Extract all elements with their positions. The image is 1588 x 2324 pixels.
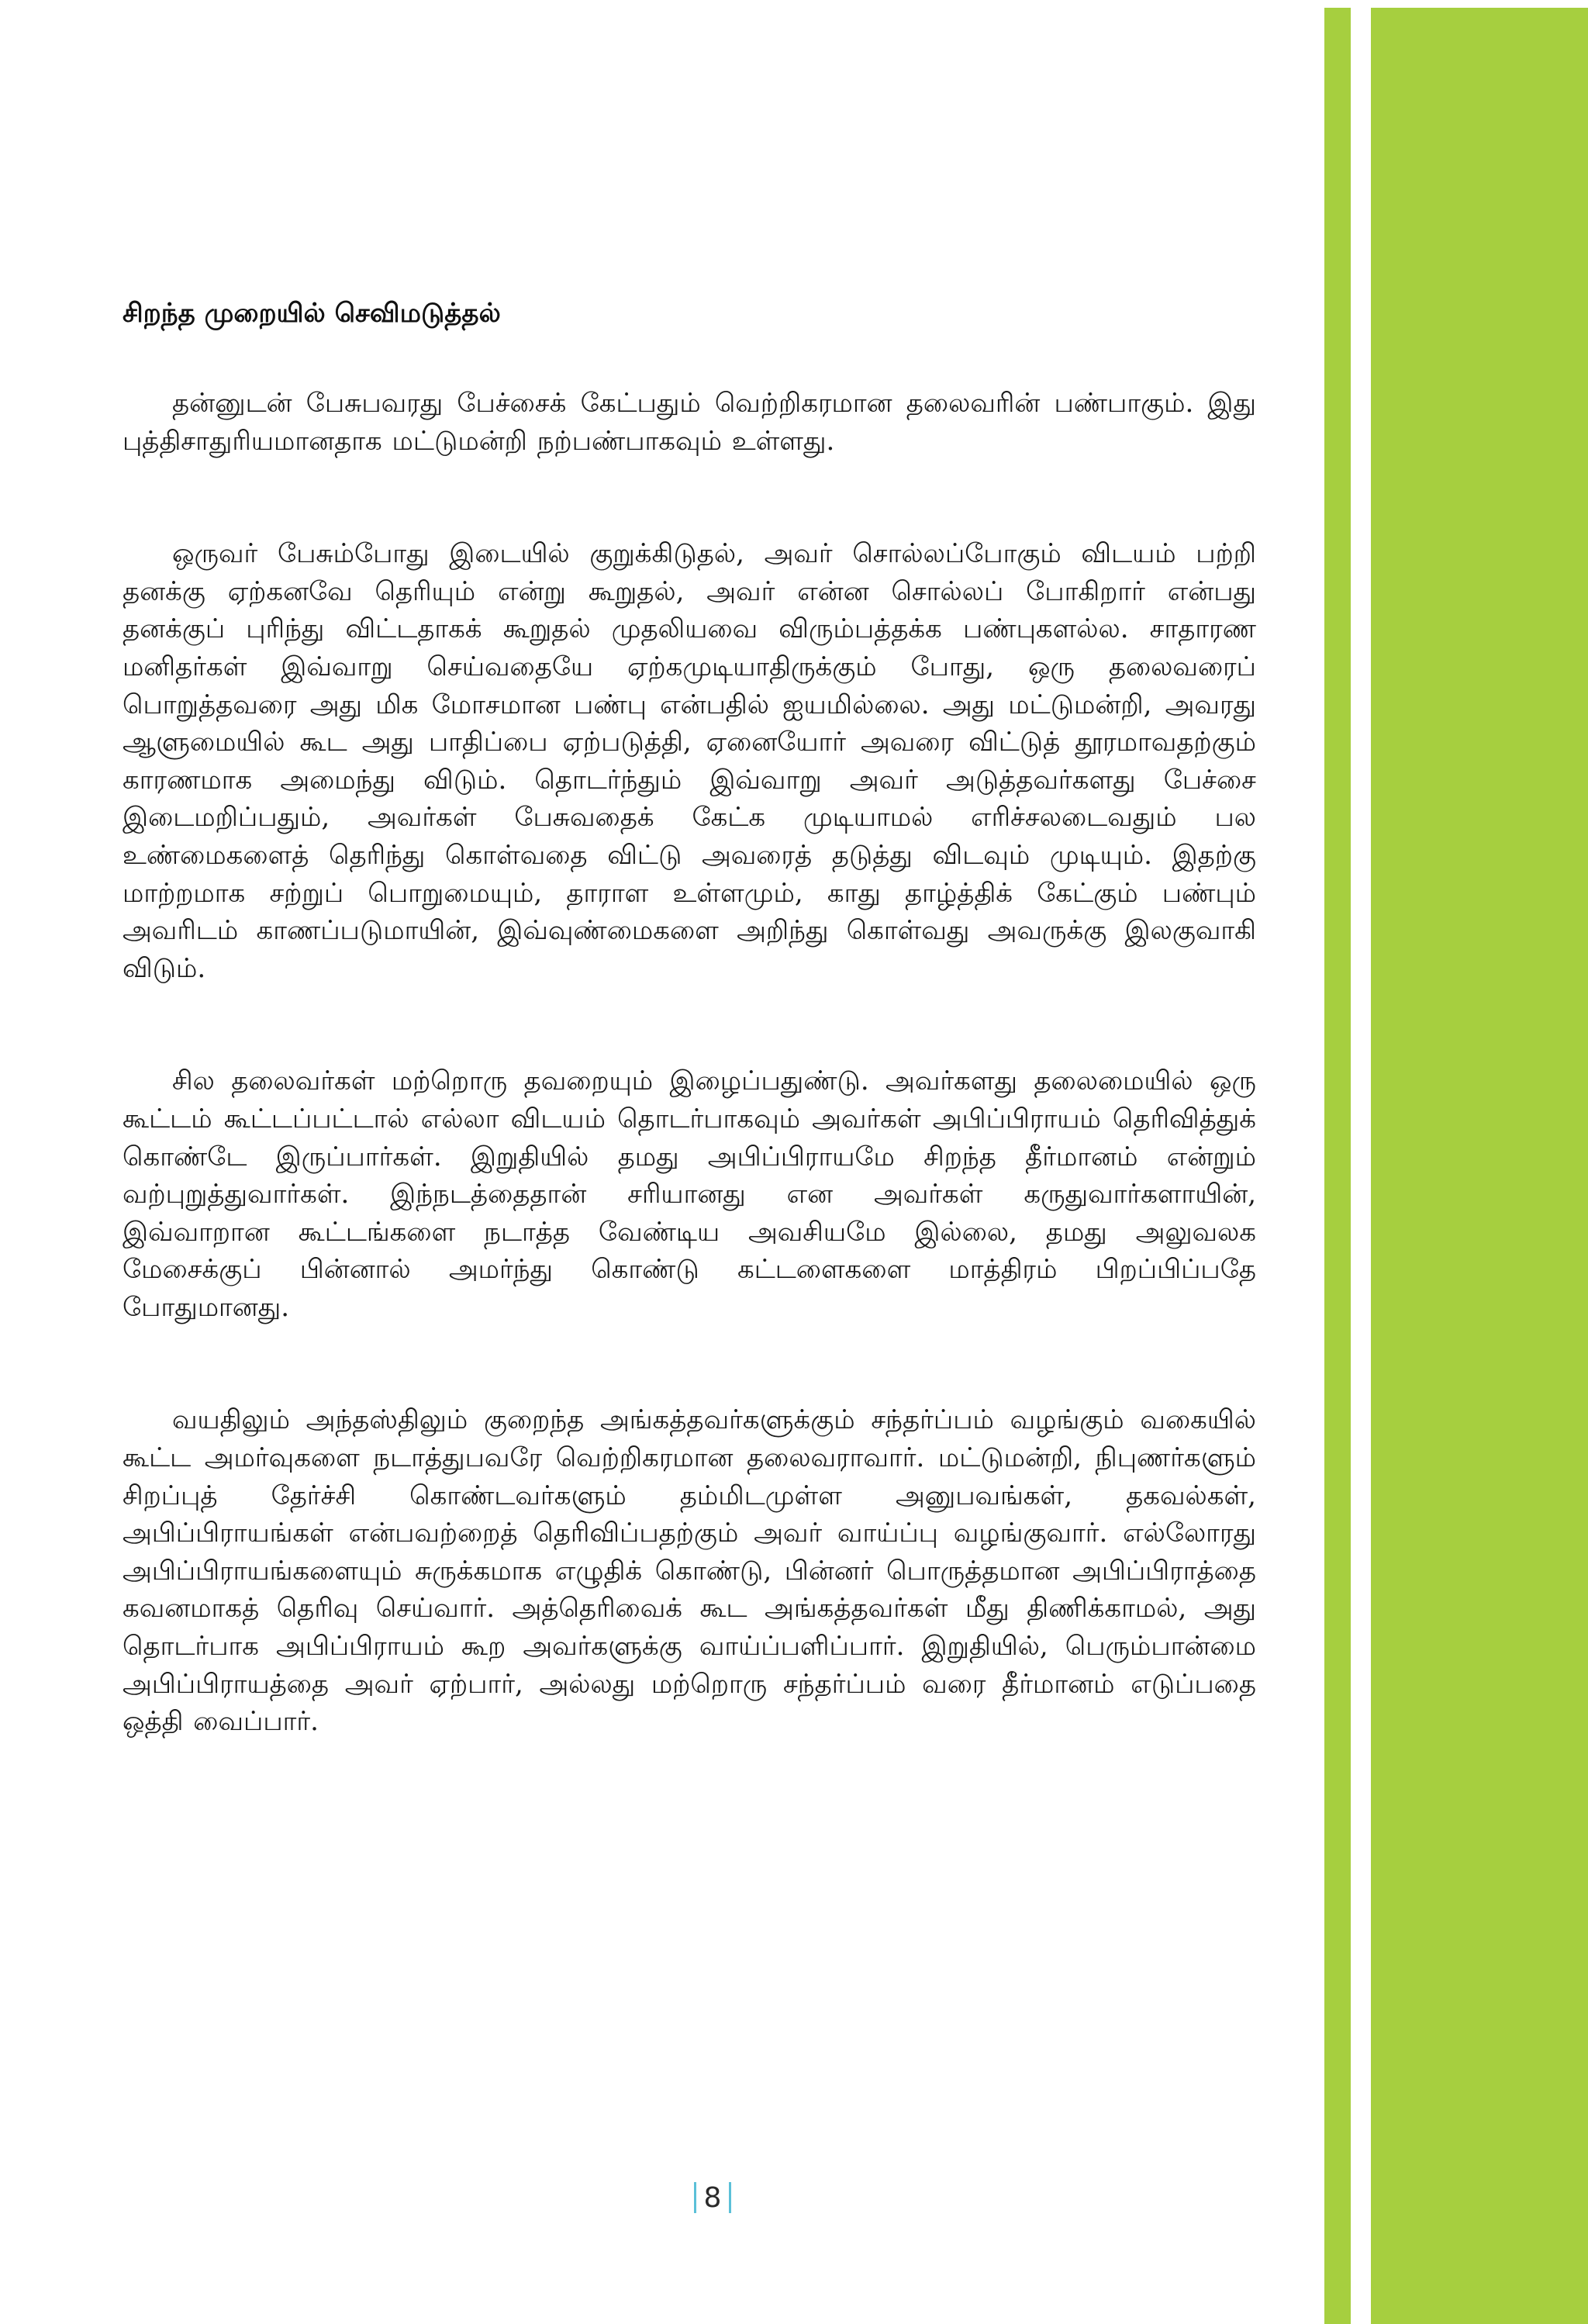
paragraph-2: ஒருவர் பேசும்போது இடையில் குறுக்கிடுதல், அவர் சொல்லப்போகும் விடயம் பற்றி தனக்கு ஏற்கனவே தெரியும் என்று கூறுதல், அவர் என்ன சொல்லப் போகிறார் என்பது தனக்குப் புரிந்து விட்டதாகக் கூறுதல் முதலியவை விரும்பத்தக்க பண்புகளல்ல. சாதாரண மனிதர்கள் இவ்வாறு செய்வதையே ஏற்கமுடியாதிருக்கும் போது, ஒரு தலைவரைப் பொறுத்தவரை அது மிக மோசமான பண்பு என்பதில் ஐயமில்லை. அது மட்டுமன்றி, அவரது ஆளுமையில் கூட அது பாதிப்பை ஏற்படுத்தி, ஏனையோர் அவரை விட்டுத் தூரமாவதற்கும் காரணமாக அமைந்து விடும். தொடர்ந்தும் இவ்வாறு அவர் அடுத்தவர்களது பேச்சை இடைமறிப்பதும், அவர்கள் பேசுவதைக் கேட்க முடியாமல் எரிச்சலடைவதும் பல உண்மைகளைத் தெரிந்து கொள்வதை விட்டு அவரைத் தடுத்து விடவும் முடியும். இதற்கு மாற்றமாக சற்றுப் பொறுமையும், தாராள உள்ளமும், காது தாழ்த்திக் கேட்கும் பண்பும் அவரிடம் காணப்படுமாயின், இவ்வுண்மைகளை அறிந்து கொள்வது அவருக்கு இலகுவாகி விடும். xyxy=(123,538,1256,984)
paragraph-3: சில தலைவர்கள் மற்றொரு தவறையும் இழைப்பதுண்டு. அவர்களது தலைமையில் ஒரு கூட்டம் கூட்டப்பட்டால் எல்லா விடயம் தொடர்பாகவும் அவர்கள் அபிப்பிராயம் தெரிவித்துக் கொண்டே இருப்பார்கள். இறுதியில் தமது அபிப்பிராயமே சிறந்த தீர்மானம் என்றும் வற்புறுத்துவார்கள். இந்நடத்தைதான் சரியானது என அவர்கள் கருதுவார்களாயின், இவ்வாறான கூட்டங்களை நடாத்த வேண்டிய அவசியமே இல்லை, தமது அலுவலக மேசைக்குப் பின்னால் அமர்ந்து கொண்டு கட்டளைகளை மாத்திரம் பிறப்பிப்பதே போதுமானது. xyxy=(123,1065,1256,1323)
decorative-stripe-wide xyxy=(1371,8,1588,2324)
page-number-text: 8 xyxy=(703,2181,722,2214)
decorative-stripe-narrow xyxy=(1324,8,1351,2324)
page-number-right-bar xyxy=(729,2182,731,2213)
paragraph-1: தன்னுடன் பேசுபவரது பேச்சைக் கேட்பதும் வெற்றிகரமான தலைவரின் பண்பாகும். இது புத்திசாதுரியமானதாக மட்டுமன்றி நற்பண்பாகவும் உள்ளது. xyxy=(123,388,1256,457)
page-number xyxy=(689,2177,737,2218)
page-content xyxy=(123,295,1256,1741)
page-number-left-bar xyxy=(694,2182,696,2213)
section-heading: சிறந்த முறையில் செவிமடுத்தல் xyxy=(123,298,501,329)
paragraph-4: வயதிலும் அந்தஸ்திலும் குறைந்த அங்கத்தவர்களுக்கும் சந்தர்ப்பம் வழங்கும் வகையில் கூட்ட அமர்வுகளை நடாத்துபவரே வெற்றிகரமான தலைவராவார். மட்டுமன்றி, நிபுணர்களும் சிறப்புத் தேர்ச்சி கொண்டவர்களும் தம்மிடமுள்ள அனுபவங்கள், தகவல்கள், அபிப்பிராயங்கள் என்பவற்றைத் தெரிவிப்பதற்கும் அவர் வாய்ப்பு வழங்குவார். எல்லோரது அபிப்பிராயங்களையும் சுருக்கமாக எழுதிக் கொண்டு, பின்னர் பொருத்தமான அபிப்பிராத்தை கவனமாகத் தெரிவு செய்வார். அத்தெரிவைக் கூட அங்கத்தவர்கள் மீது திணிக்காமல், அது தொடர்பாக அபிப்பிராயம் கூற அவர்களுக்கு வாய்ப்பளிப்பார். இறுதியில், பெரும்பான்மை அபிப்பிராயத்தை அவர் ஏற்பார், அல்லது மற்றொரு சந்தர்ப்பம் வரை தீர்மானம் எடுப்பதை ஒத்தி வைப்பார். xyxy=(123,1404,1256,1738)
